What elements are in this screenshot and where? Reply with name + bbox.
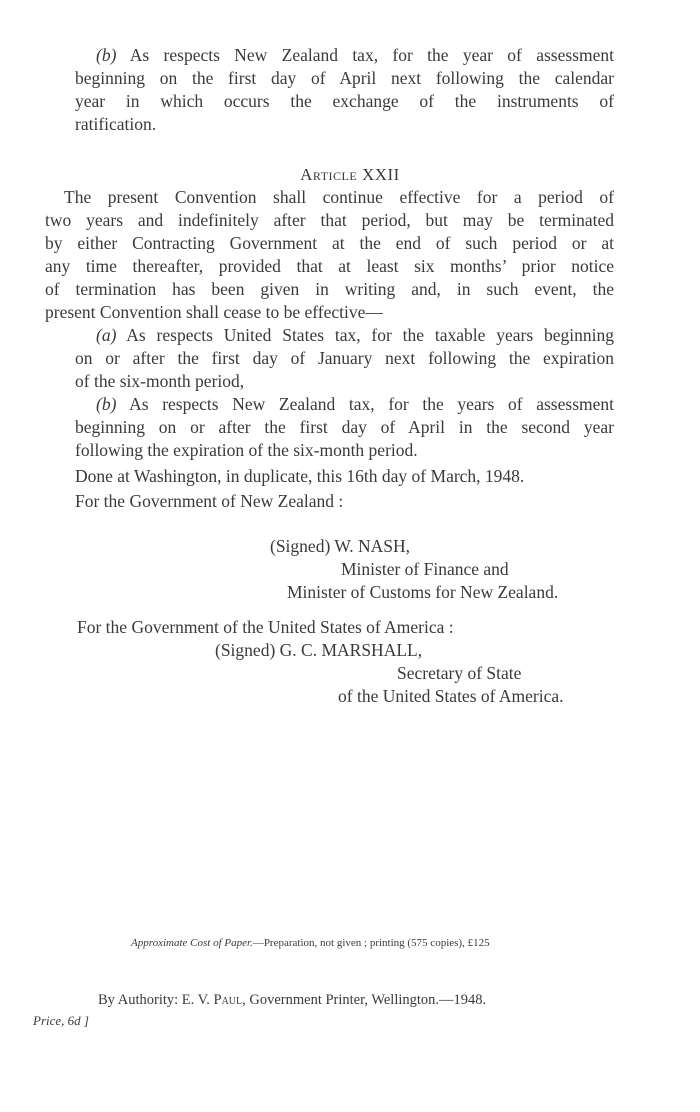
para-main-line-2: two years and indefinitely after that period, but may be terminated — [45, 210, 614, 230]
para-b1-label: (b) — [96, 45, 117, 65]
para-a-line-1: (a) As respects United States tax, for the taxable years beginning — [96, 325, 614, 345]
nz-for-line: For the Government of New Zealand : — [75, 491, 344, 511]
para-a-line-2: on or after the first day of January next following the expiration — [75, 348, 614, 368]
para-main-line-1: The present Convention shall continue effective for a period of — [64, 187, 614, 207]
para-a-line-3: of the six-month period, — [75, 371, 245, 391]
para-a-label: (a) — [96, 325, 117, 345]
authority-line: By Authority: E. V. Paul, Government Printer, Wellington.—1948. — [98, 992, 487, 1008]
para-main-line-6: present Convention shall cease to be effective— — [45, 302, 383, 322]
para-b1-line-2: beginning on the first day of April next following the calendar — [75, 68, 614, 88]
nz-signed: (Signed) W. NASH, — [270, 536, 411, 556]
para-b1-line-3: year in which occurs the exchange of the instruments of — [75, 91, 614, 111]
cost-label: Approximate Cost of Paper. — [131, 937, 253, 949]
para-b2-line-3: following the expiration of the six-month period. — [75, 440, 418, 460]
nz-title-1: Minister of Finance and — [341, 559, 509, 579]
cost-note: Approximate Cost of Paper.—Preparation, not given ; printing (575 copies), £125 — [131, 937, 490, 949]
price: Price, 6d ] — [33, 1013, 89, 1028]
para-main-line-5: of termination has been given in writing and, in such event, the — [45, 279, 614, 299]
para-b2-label: (b) — [96, 394, 117, 414]
us-title-1: Secretary of State — [397, 663, 522, 683]
done-line: Done at Washington, in duplicate, this 16th day of March, 1948. — [75, 466, 525, 486]
para-b2-line-1: (b) As respects New Zealand tax, for the years of assessment — [96, 394, 615, 414]
us-signed: (Signed) G. C. MARSHALL, — [215, 640, 423, 660]
para-b2-line-2: beginning on or after the first day of April in the second year — [75, 417, 614, 437]
para-main-line-4: any time thereafter, provided that at least six months’ prior notice — [45, 256, 614, 276]
para-b1-line-1: (b) As respects New Zealand tax, for the year of assessment — [96, 45, 614, 65]
nz-title-2: Minister of Customs for New Zealand. — [287, 582, 559, 602]
para-b1-line-4: ratification. — [75, 114, 157, 134]
article-heading: Article XXII — [300, 165, 400, 184]
us-title-2: of the United States of America. — [338, 686, 564, 706]
us-for-line: For the Government of the United States of America : — [77, 617, 454, 637]
para-main-line-3: by either Contracting Government at the end of such period or at — [45, 233, 614, 253]
